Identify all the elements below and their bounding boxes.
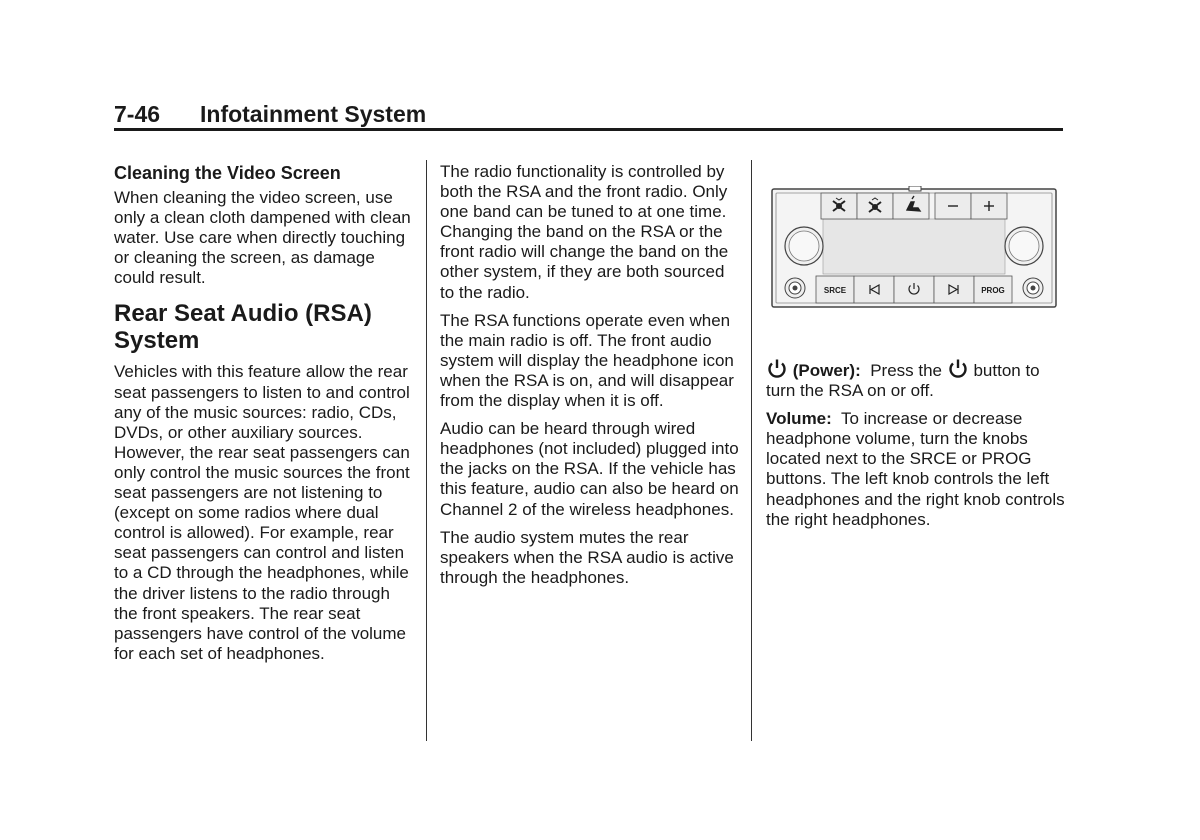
page-header [114, 101, 1063, 131]
column-3 [766, 358, 1066, 538]
rsa-control-panel-figure [771, 186, 1057, 308]
top-button-row [821, 193, 1007, 219]
power-icon [947, 358, 969, 380]
radio-functionality-paragraph: The radio functionality is controlled by both the RSA and the front radio. Only one band can be tuned to at one time. Changing the band on the RSA or the front radio will change the band on the other system, if they are both sourced to the radio. [440, 162, 729, 302]
cleaning-paragraph: When cleaning the video screen, use only a clean cloth dampened with clean water. Use care when directly touching or cleaning the screen, as damage could result. [114, 188, 411, 288]
cleaning-heading: Cleaning the Video Screen [114, 163, 341, 183]
srce-button-label: SRCE [823, 286, 847, 295]
left-volume-knob [785, 227, 823, 265]
power-icon [766, 358, 788, 380]
section-title: Infotainment System [200, 101, 427, 127]
column-divider [751, 160, 752, 741]
power-text-a: Press the [870, 361, 942, 380]
power-paragraph [766, 358, 1066, 401]
rsa-paragraph: Vehicles with this feature allow the rear seat passengers to listen to and control any of the music sources: radio, CDs, DVDs, or other auxiliary sources. However, the rear seat passengers can only control the music sources the front seat passengers are not listening to (except on some radios where dual control is allowed). For example, rear seat passengers can control and listen to a CD through the headphones, while the driver listens to the radio through the front speakers. The rear seat passengers have control of the volume for each set of headphones. [114, 362, 410, 663]
column-2 [440, 162, 740, 596]
prog-button-label: PROG [981, 286, 1005, 295]
headphones-paragraph: Audio can be heard through wired headphones (not included) plugged into the jacks on the RSA. If the vehicle has this feature, audio can also be heard on Channel 2 of the wireless headphones. [440, 419, 739, 519]
right-volume-knob [1005, 227, 1043, 265]
bottom-button-row [816, 276, 1012, 303]
power-text-b: button to turn the RSA on or off. [766, 361, 1040, 401]
power-label: (Power): [792, 361, 861, 380]
header-rule [114, 128, 1063, 131]
volume-paragraph [766, 409, 1066, 530]
column-divider [426, 160, 427, 741]
column-1 [114, 162, 414, 672]
mute-paragraph: The audio system mutes the rear speakers when the RSA audio is active through the headphones. [440, 527, 734, 587]
right-headphone-jack [1023, 278, 1043, 298]
rsa-functions-paragraph: The RSA functions operate even when the main radio is off. The front audio system will display the headphone icon when the RSA is on, and will disappear from the display when it is off. [440, 310, 734, 411]
volume-text: To increase or decrease headphone volume, turn the knobs located next to the SRCE or PROG buttons. The left knob controls the left headphones and the right knob controls the right headphones. [766, 409, 1065, 529]
page-number: 7-46 [114, 101, 161, 127]
left-headphone-jack [785, 278, 805, 298]
rsa-heading: Rear Seat Audio (RSA) System [114, 300, 372, 355]
volume-label: Volume: [766, 409, 832, 429]
